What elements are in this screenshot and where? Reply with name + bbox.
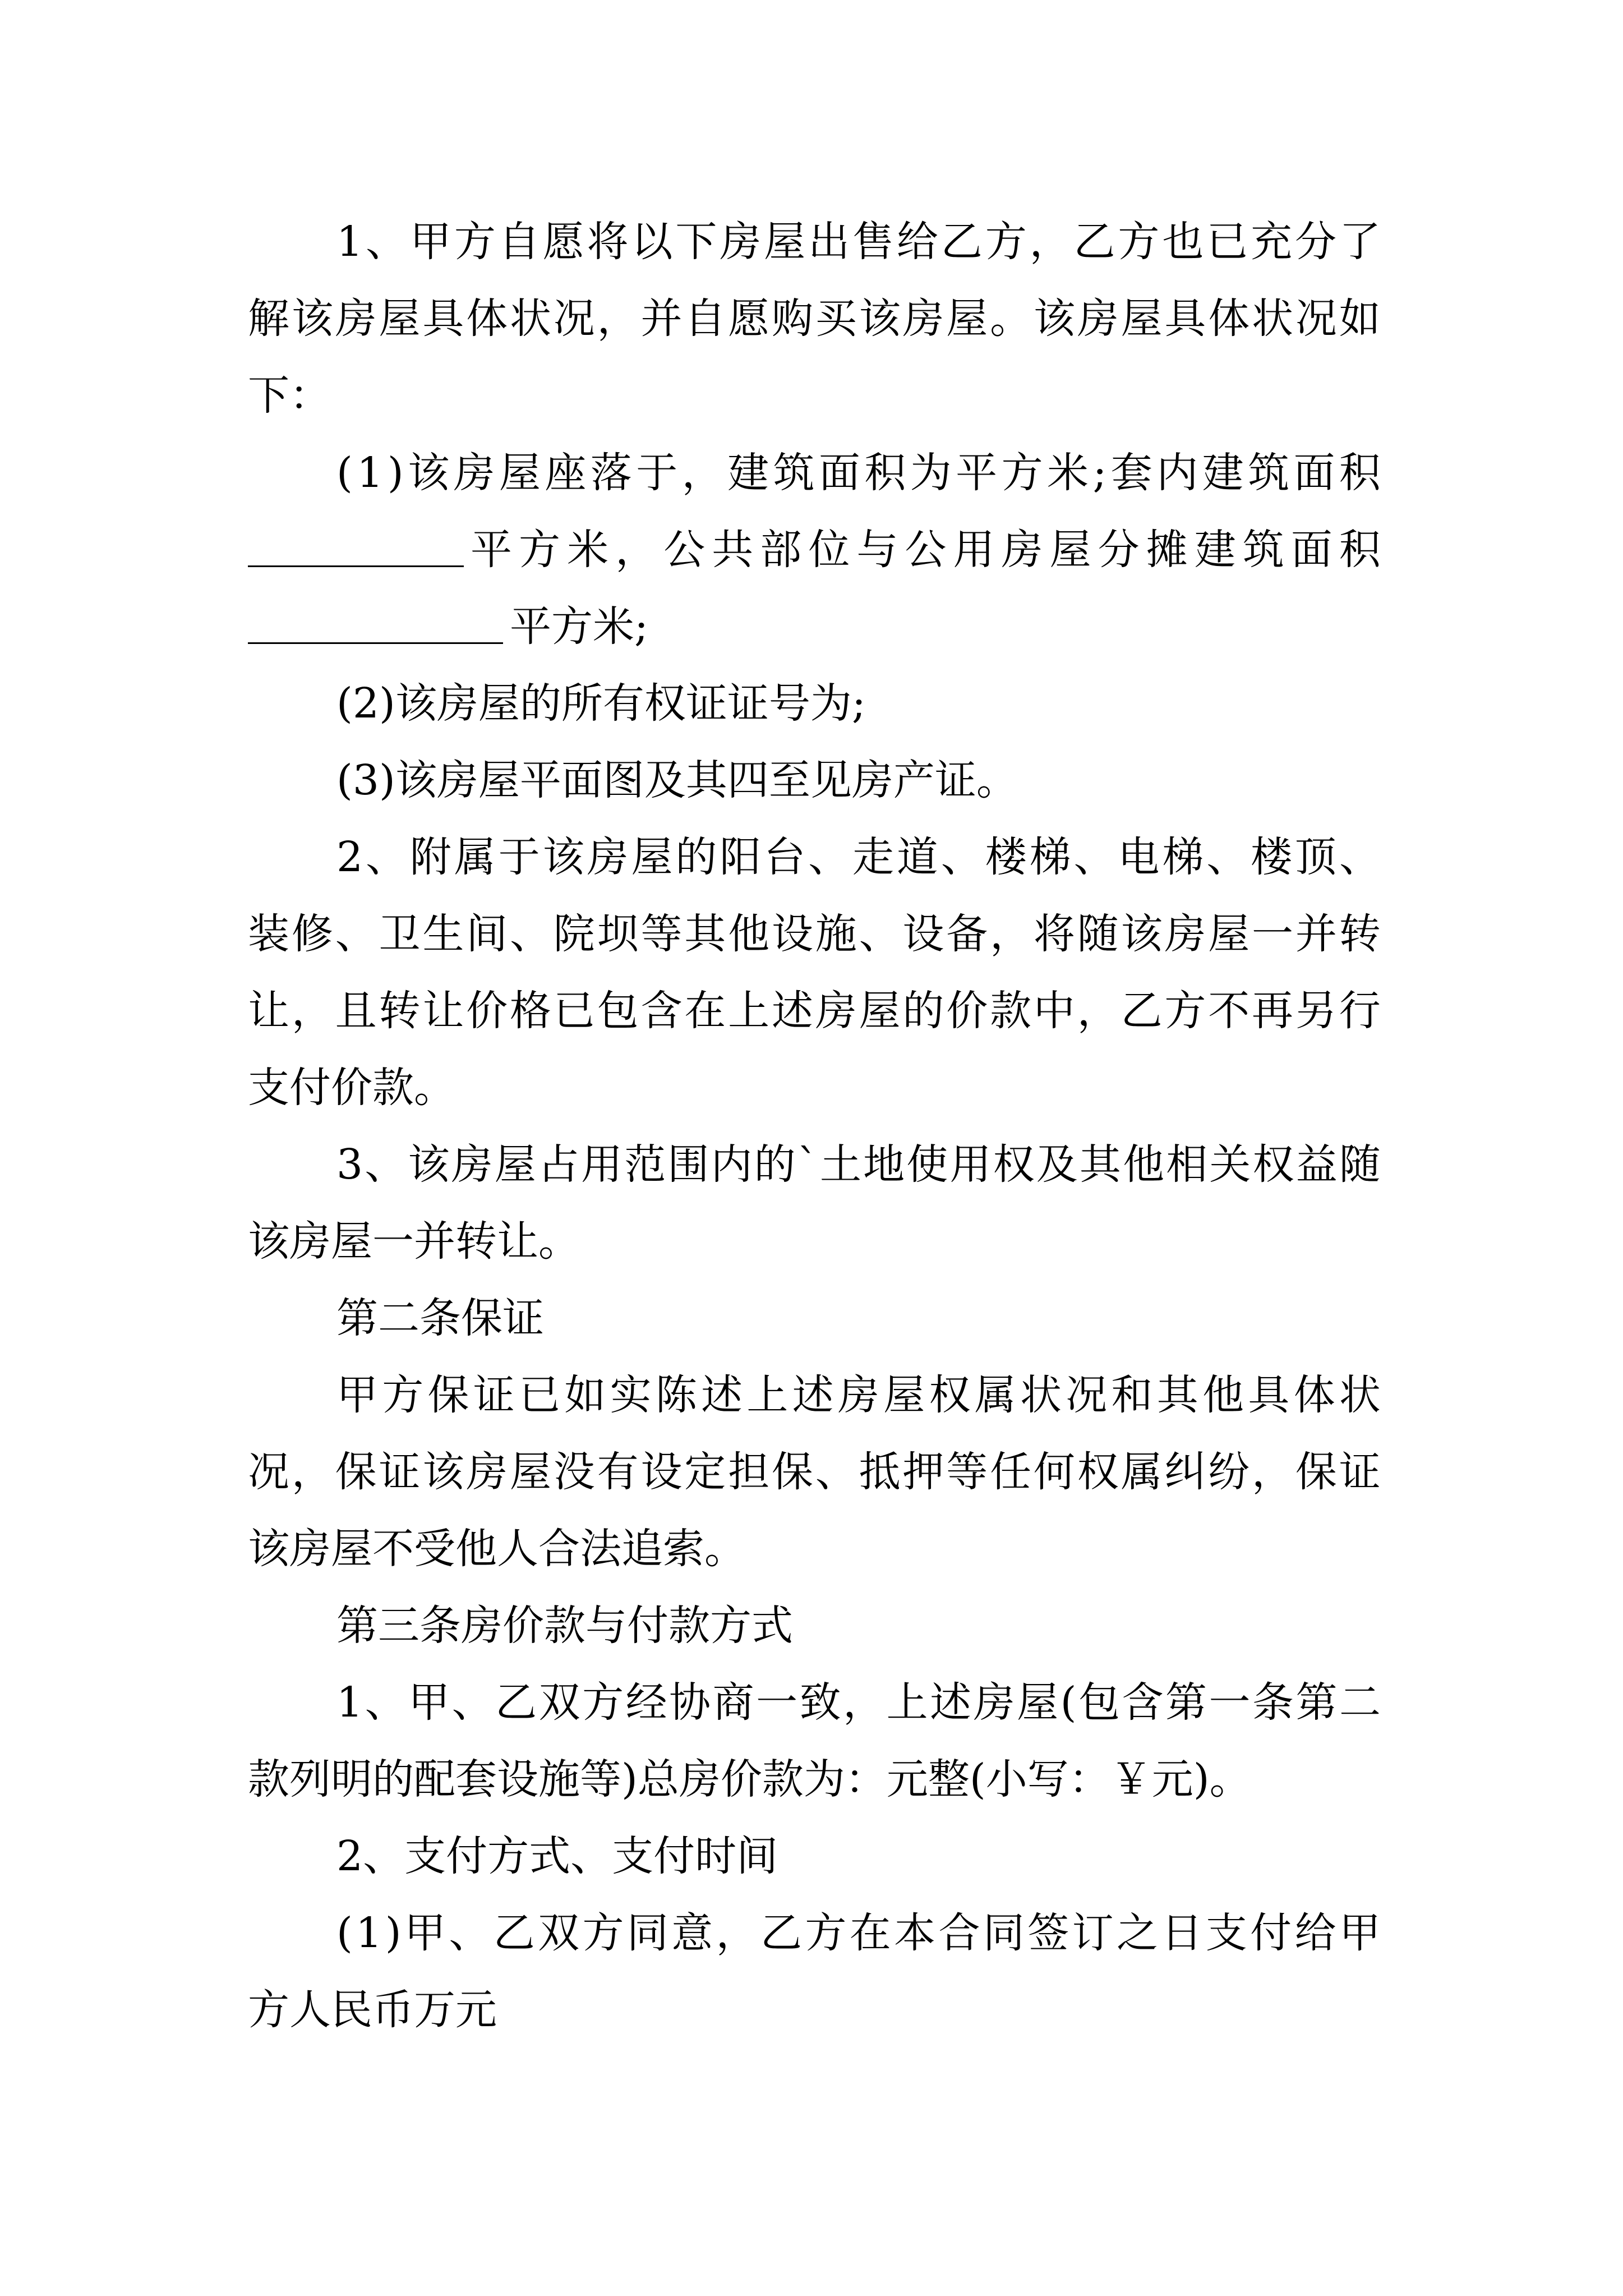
paragraph-2-line-2-text: 平 方 米 ， 公 共 部 位 与 公 用 房 屋 分 摊 建 筑 面 积: [471, 526, 1381, 574]
paragraph-6-line-1: 3 、 该 房 屋 占 用 范 围 内 的 ` 土 地 使 用 权 及 其 他 相 关 权 益 随: [336, 1140, 1381, 1189]
paragraph-1-line-3: 下：: [248, 371, 331, 420]
paragraph-8-line-1: 1 、 甲 、 乙 双 方 经 协 商 一 致 ， 上 述 房 屋 ( 包 含 第 一 条 第 二: [336, 1678, 1381, 1727]
paragraph-6-line-2: 该房屋一并转让。: [248, 1217, 580, 1266]
section-heading-2: 第二条保证: [336, 1294, 544, 1342]
fill-in-blank: [248, 522, 464, 567]
paragraph-7-line-3: 该房屋不受他人合法追索。: [248, 1525, 746, 1573]
paragraph-5-line-3: 让 ， 且 转 让 价 格 已 包 含 在 上 述 房 屋 的 价 款 中 ， 乙 方 不 再 另 行: [248, 987, 1381, 1035]
paragraph-7-line-2: 况 ， 保 证 该 房 屋 没 有 设 定 担 保 、 抵 押 等 任 何 权 属 纠 纷 ， 保 证: [248, 1448, 1381, 1496]
paragraph-2-line-3: [248, 599, 648, 655]
paragraph-2-line-3-text: 平方米;: [510, 602, 648, 651]
paragraph-5-line-2: 装 修 、 卫 生 间 、 院 坝 等 其 他 设 施 、 设 备 ， 将 随 该 房 屋 一 并 转: [248, 910, 1381, 958]
paragraph-1-line-1: 1 、 甲 方 自 愿 将 以 下 房 屋 出 售 给 乙 方 ， 乙 方 也 已 充 分 了: [336, 218, 1381, 266]
paragraph-9: 2、支付方式、支付时间: [336, 1832, 778, 1880]
paragraph-1-line-2: 解 该 房 屋 具 体 状 况 ， 并 自 愿 购 买 该 房 屋 。 该 房 屋 具 体 状 况 如: [248, 295, 1381, 343]
paragraph-7-line-1: 甲 方 保 证 已 如 实 陈 述 上 述 房 屋 权 属 状 况 和 其 他 具 体 状: [336, 1371, 1381, 1419]
paragraph-8-line-2: 款列明的配套设施等)总房价款为：元整(小写：￥元)。: [248, 1755, 1251, 1803]
paragraph-2-line-2: [248, 522, 1381, 578]
paragraph-5-line-1: 2 、 附 属 于 该 房 屋 的 阳 台 、 走 道 、 楼 梯 、 电 梯 、 楼 顶 、: [336, 833, 1381, 881]
fill-in-blank: [248, 599, 503, 644]
paragraph-10-line-1: ( 1 ) 甲 、 乙 双 方 同 意 ， 乙 方 在 本 合 同 签 订 之 日 支 付 给 甲: [336, 1909, 1381, 1957]
paragraph-10-line-2: 方人民币万元: [248, 1986, 497, 2034]
paragraph-5-line-4: 支付价款。: [248, 1064, 455, 1112]
paragraph-2-line-1: ( 1 ) 该 房 屋 座 落 于 ， 建 筑 面 积 为 平 方 米 ; 套 内 建 筑 面 积: [336, 449, 1381, 497]
paragraph-4: (3)该房屋平面图及其四至见房产证。: [336, 756, 1018, 804]
paragraph-3: (2)该房屋的所有权证证号为;: [336, 679, 866, 728]
section-heading-3: 第三条房价款与付款方式: [336, 1602, 793, 1650]
